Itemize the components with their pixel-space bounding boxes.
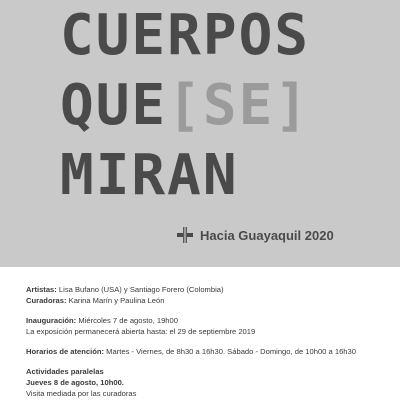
horarios-label: Horarios de atención: (26, 347, 105, 356)
inauguracion-line (26, 315, 386, 326)
horarios-line (26, 346, 386, 357)
artistas-value: Lisa Bufano (USA) y Santiago Forero (Colombia) (56, 285, 224, 294)
artistas-label: Artistas: (26, 285, 57, 294)
details-section (26, 284, 386, 399)
title-open-bracket: [ (167, 73, 203, 138)
jueves-line: Jueves 8 de agosto, 10h00. (26, 378, 124, 387)
tagline-text: Hacia Guayaquil 2020 (200, 227, 334, 243)
title-que: QUE (60, 73, 168, 138)
tagline (176, 226, 334, 244)
horarios-value: Martes - Viernes, de 8h30 a 16h30. Sábado - Domingo, de 10h00 a 16h30 (104, 347, 356, 356)
curadoras-value: Karina Marín y Paulina León (66, 296, 165, 305)
visita-line: Visita mediada por las curadoras (26, 389, 137, 398)
inauguracion-value: Miércoles 7 de agosto, 19h00 (76, 316, 178, 325)
title-close-bracket: ] (274, 73, 311, 138)
inauguracion-label: Inauguración: (26, 316, 77, 325)
title-se: SE (202, 73, 275, 138)
title-line-1: CUERPOS (60, 3, 311, 68)
curadoras-line (26, 295, 386, 306)
abierta-line: La exposición permanecerá abierta hasta: el 29 de septiembre 2019 (26, 327, 256, 336)
title-line-2 (60, 73, 311, 138)
title-line-3: MIRAN (60, 143, 239, 208)
plus-cross-icon (176, 226, 194, 244)
actividades-heading: Actividades paralelas (26, 367, 104, 376)
artistas-line (26, 284, 386, 295)
curadoras-label: Curadoras: (26, 296, 67, 305)
